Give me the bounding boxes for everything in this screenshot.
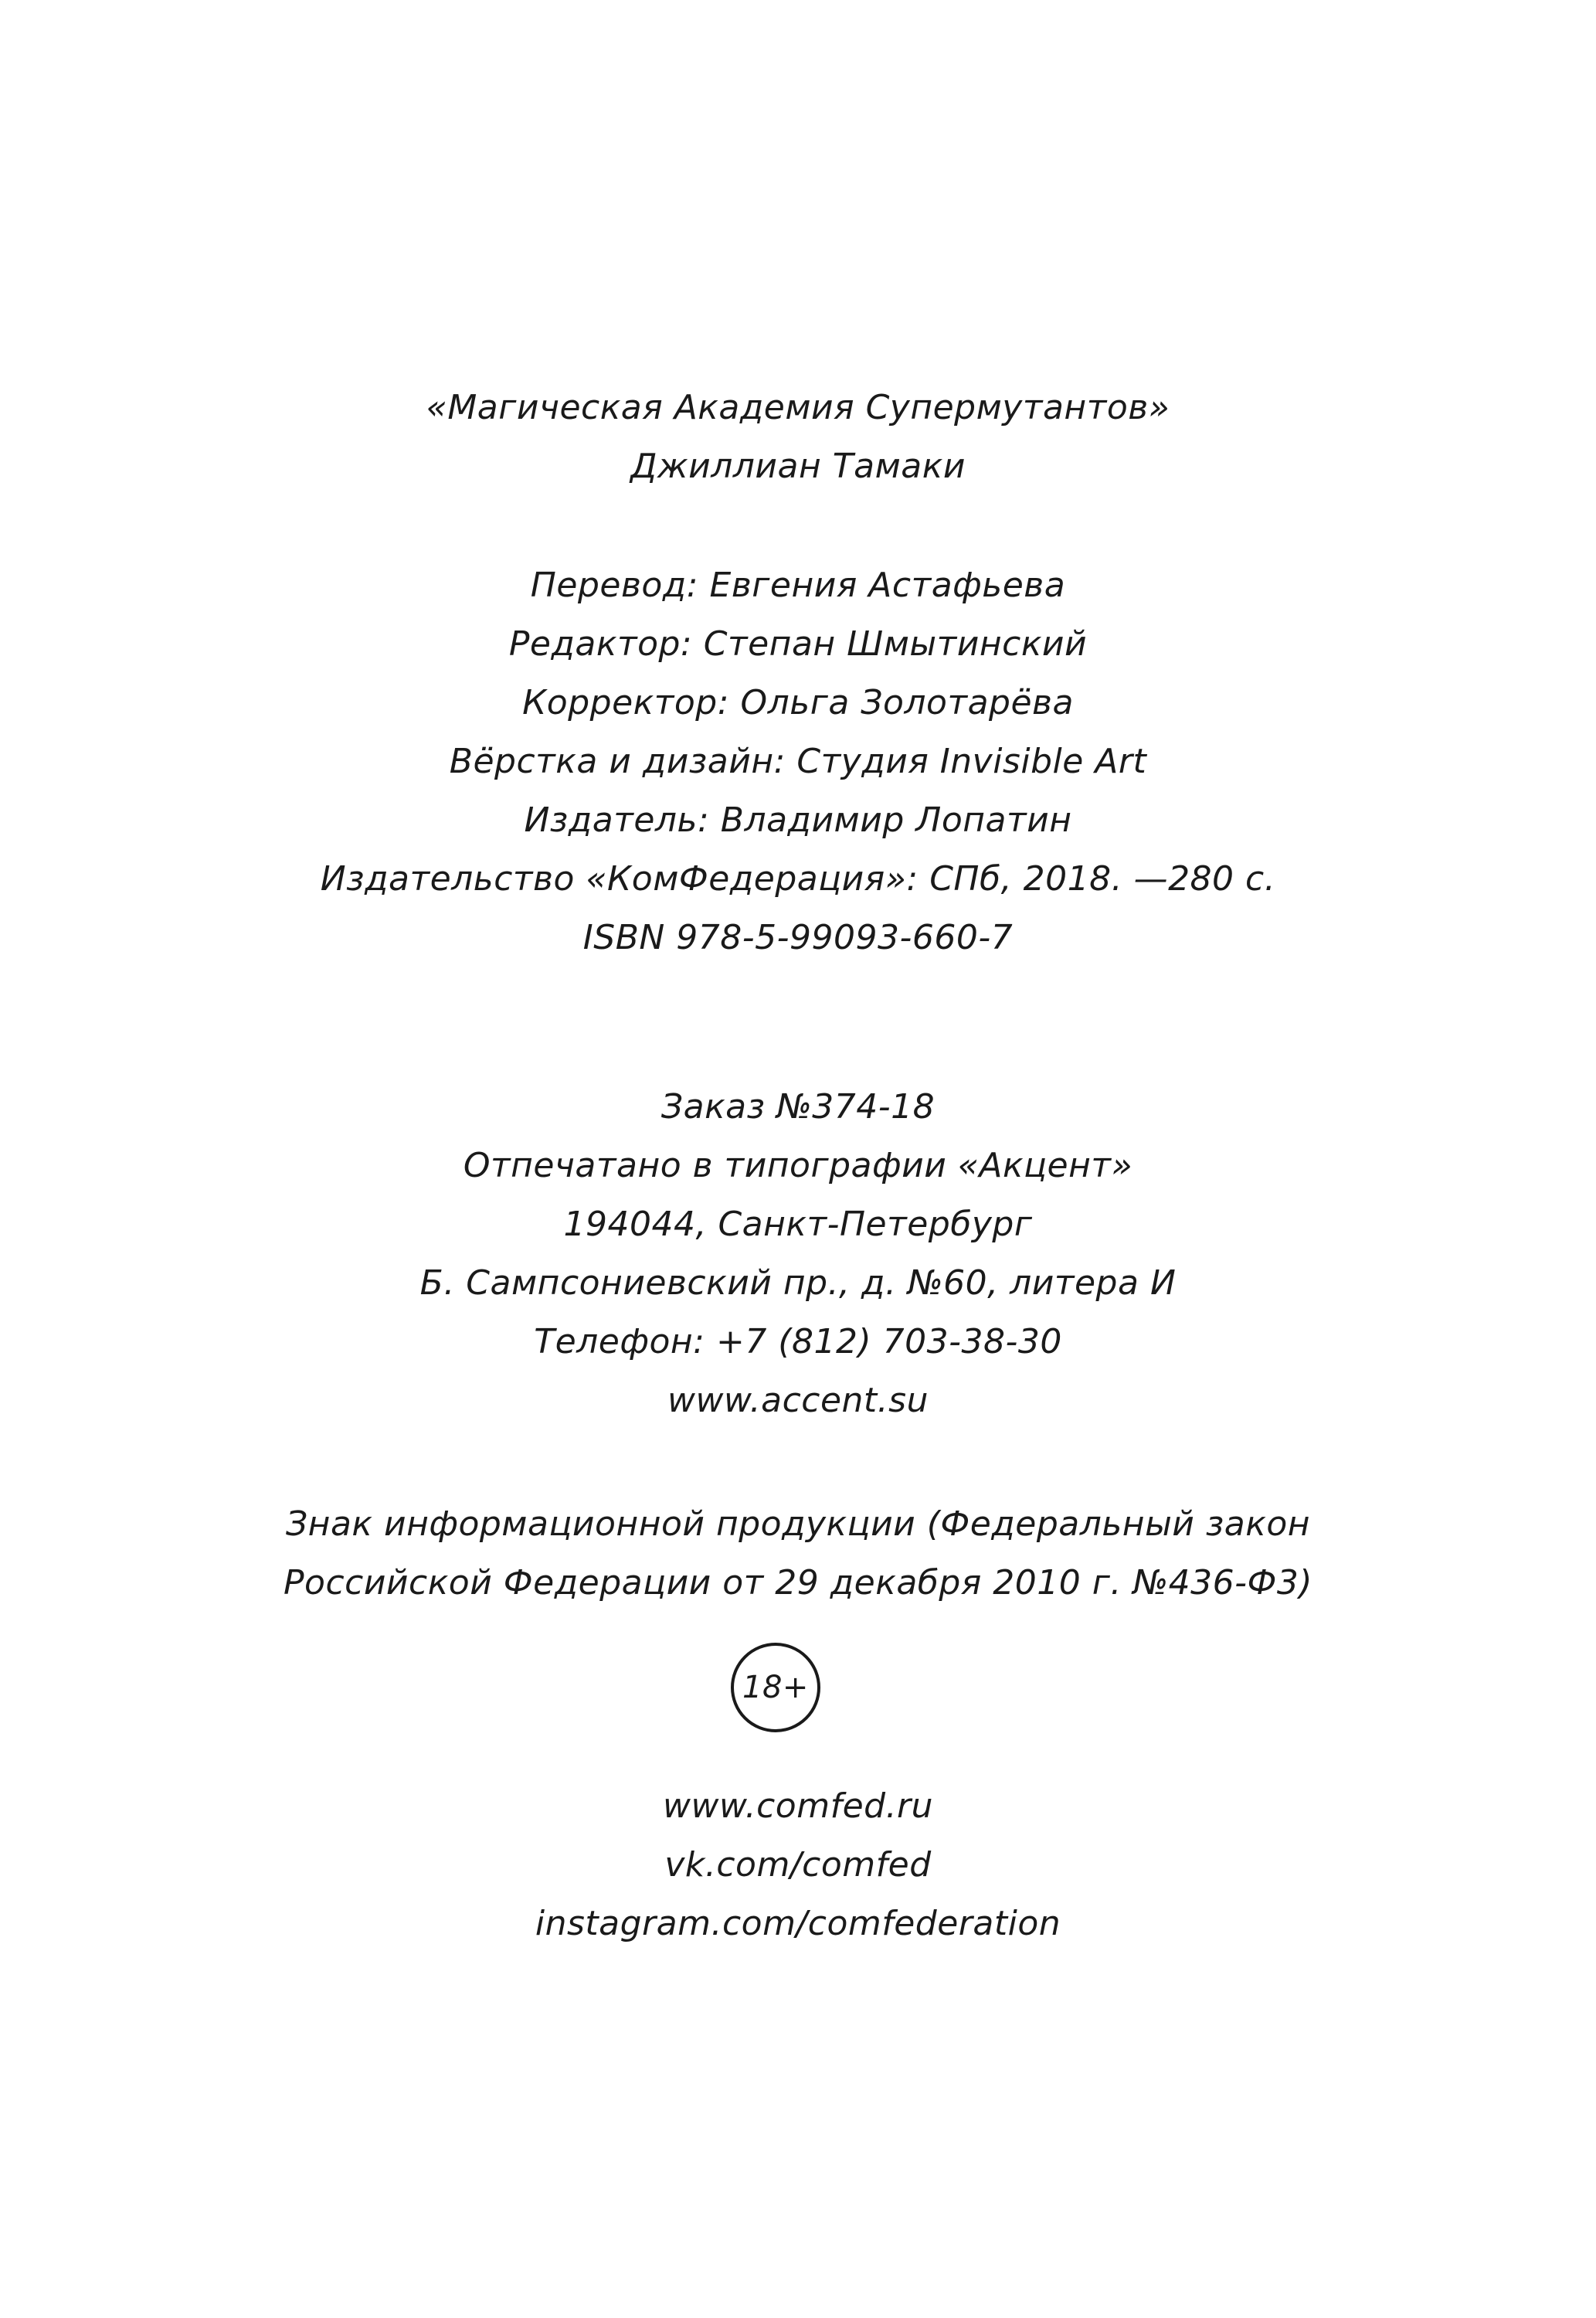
credit-proofreader: Корректор: Ольга Золотарёва: [522, 683, 1074, 722]
isbn: ISBN 978-5-99093-660-7: [582, 918, 1014, 957]
age-rating-badge: [731, 1643, 820, 1732]
credit-publisher: Издатель: Владимир Лопатин: [524, 800, 1072, 840]
book-title: «Магическая Академия Супермутантов»: [426, 388, 1170, 427]
printer-website: www.accent.su: [667, 1381, 929, 1420]
credit-translator: Перевод: Евгения Астафьева: [530, 566, 1066, 605]
printed-at: Отпечатано в типографии «Акцент»: [463, 1146, 1133, 1185]
title-block: [0, 379, 1596, 496]
link-website: www.comfed.ru: [662, 1786, 934, 1826]
credit-publishing-house: Издательство «КомФедерация»: СПб, 2018. —280 с.: [320, 859, 1276, 899]
printer-city: 194044, Санкт-Петербург: [563, 1205, 1033, 1244]
links-block: [0, 1777, 1596, 1953]
credit-editor: Редактор: Степан Шмытинский: [508, 624, 1088, 664]
age-rating-label: 18+: [742, 1670, 809, 1705]
link-instagram: instagram.com/comfederation: [535, 1904, 1061, 1943]
credit-layout-design: Вёрстка и дизайн: Студия Invisible Art: [449, 742, 1147, 781]
law-notice-line-2: Российской Федерации от 29 декабря 2010 г. №436-Ф3): [283, 1563, 1313, 1603]
law-notice-line-1: Знак информационной продукции (Федеральный закон: [285, 1504, 1311, 1544]
printer-address: Б. Сампсониевский пр., д. №60, литера И: [419, 1263, 1177, 1303]
author-name: Джиллиан Тамаки: [630, 447, 966, 486]
credits-block: [0, 556, 1596, 967]
printing-block: [0, 1078, 1596, 1430]
order-number: Заказ №374-18: [660, 1087, 936, 1127]
printer-phone: Телефон: +7 (812) 703-38-30: [534, 1322, 1062, 1361]
link-vk: vk.com/comfed: [664, 1845, 932, 1885]
law-notice-block: [0, 1495, 1596, 1613]
